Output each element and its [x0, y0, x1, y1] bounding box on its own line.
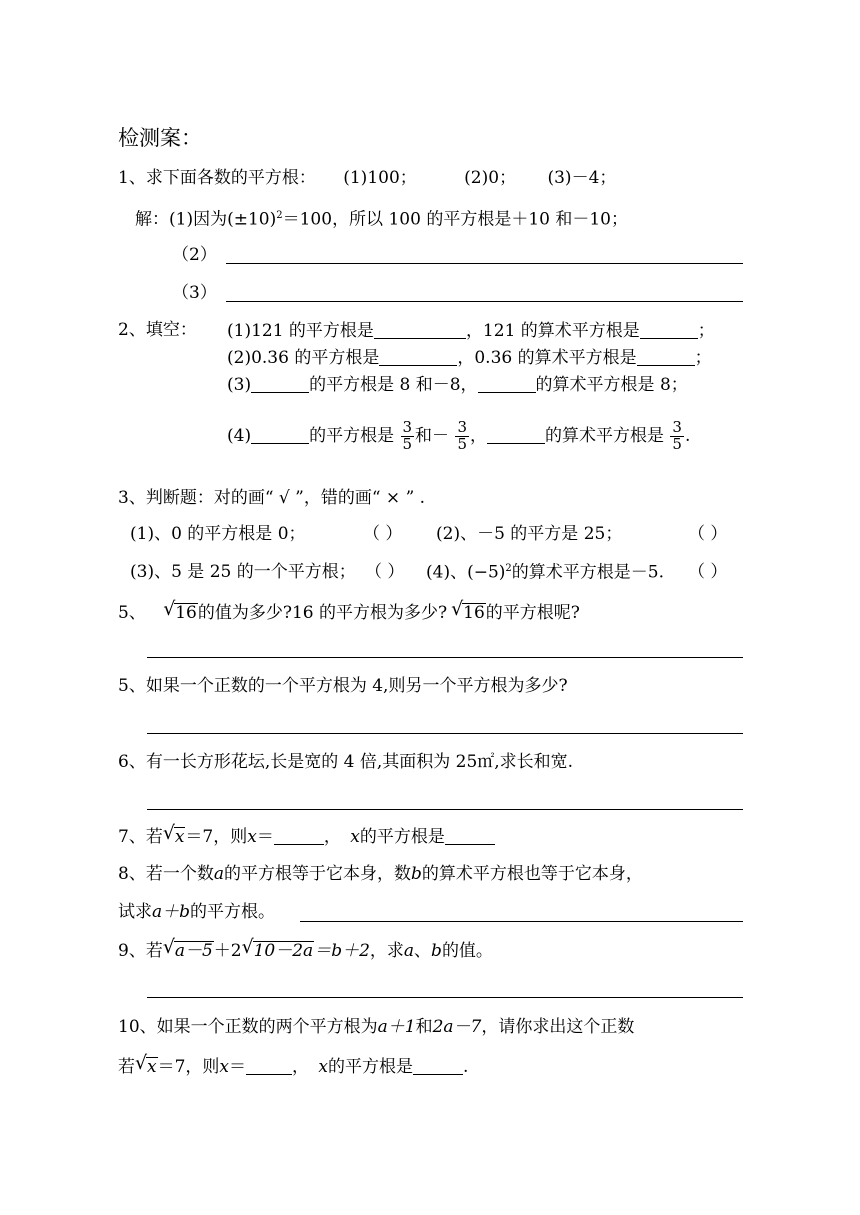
q7-blank-1[interactable]: [274, 835, 324, 845]
q9-mid: ，求: [369, 941, 404, 961]
q8-tail: 的算术平方根也等于它本身，: [421, 864, 643, 884]
q10-tail2: 的平方根是: [328, 1057, 414, 1077]
sqrt-radicand: x: [147, 1057, 157, 1077]
q1-item-1: (1)100；: [343, 168, 417, 188]
q2-l2-text-a: (2)0.36 的平方根是: [227, 348, 380, 368]
q10-tail: ，请你求出这个正数: [481, 1017, 635, 1037]
q7-x-2: x: [350, 827, 360, 847]
q5a-mid: 的值为多少?16 的平方根为多少?: [197, 603, 448, 623]
q2-line-2: [227, 349, 712, 367]
sqrt-radicand: a－5: [174, 941, 213, 961]
q7-x: x: [247, 827, 257, 847]
q3-r2b-exp: 2: [505, 563, 512, 574]
q9-b: b: [431, 941, 442, 961]
sqrt-16-b: [451, 603, 486, 623]
q8-expr: a＋b: [152, 902, 191, 922]
q6-answer-line[interactable]: [147, 809, 743, 810]
q1-answer-line-2[interactable]: [226, 263, 743, 264]
q9-sep: 、: [414, 941, 432, 961]
q2-l1-text-b: ，121 的算术平方根是: [465, 321, 640, 341]
q2-blank-7[interactable]: [251, 427, 309, 444]
q2-l2-text-b: ，0.36 的算术平方根是: [457, 348, 637, 368]
q5b-answer-line[interactable]: [147, 733, 743, 734]
q2-blank-4[interactable]: [637, 349, 695, 366]
q2-l3-text-a: (3): [227, 375, 252, 395]
q7-eq: ＝7: [185, 827, 214, 847]
frac-den: 5: [402, 435, 413, 453]
q2-blank-5[interactable]: [251, 376, 309, 393]
q8-answer-line[interactable]: [300, 921, 743, 922]
q5a-tail: 的平方根呢?: [485, 603, 580, 623]
q2-blank-3[interactable]: [379, 349, 457, 366]
q6-text: 6、有一长方形花坛,长是宽的 4 倍,其面积为 25㎡,求长和宽.: [118, 752, 574, 772]
q9-tail: 的值。: [441, 941, 493, 961]
page-title: 检测案：: [118, 126, 202, 150]
q1-solution-tail: ，所以 100 的平方根是＋10 和－10；: [332, 209, 628, 230]
q1-label-2: （2）: [172, 245, 217, 265]
q9-answer-line[interactable]: [147, 997, 743, 998]
q2-l2-text-c: ；: [694, 348, 712, 368]
q8-line-2: [118, 904, 275, 921]
q2-l1-text-a: (1)121 的平方根是: [227, 321, 374, 341]
q10-line-2: [118, 1057, 468, 1077]
q3-paren-4[interactable]: （ ）: [688, 562, 728, 582]
q1-solution-rhs: ＝100: [282, 209, 333, 230]
q3-r2b-post: 的算术平方根是－5.: [511, 562, 665, 583]
q7-line: [118, 827, 495, 847]
q8-line2-tail: 的平方根。: [190, 902, 276, 922]
q2-l3-text-b: 的平方根是 8 和－8，: [309, 375, 478, 395]
q10-and: 和: [415, 1017, 433, 1037]
q5a-answer-line[interactable]: [147, 657, 743, 658]
q9-pre: 9、若: [118, 941, 163, 961]
fraction-3-5-c: [670, 420, 684, 453]
q8-a: a: [213, 864, 224, 884]
q7-blank-2[interactable]: [445, 835, 495, 845]
q7-eq2: ＝: [256, 827, 274, 847]
frac-num: 3: [672, 418, 682, 437]
q10-e1: a＋1: [377, 1017, 416, 1037]
q2-line-4: [227, 413, 690, 459]
q7-mid2: ，: [323, 827, 341, 847]
fraction-3-5-a: [401, 420, 415, 453]
q3-row-1a: (1)、0 的平方根是 0；: [130, 524, 306, 544]
sqrt-x-2: [135, 1057, 158, 1077]
q2-blank-6[interactable]: [478, 376, 536, 393]
q5b-text: 5、如果一个正数的一个平方根为 4,则另一个平方根为多少?: [118, 676, 568, 696]
q9-eq: ＝b＋2: [314, 941, 370, 961]
q1-solution-prefix: 解：(1)因为: [135, 209, 228, 230]
q1-label-3: （3）: [172, 283, 217, 303]
q5a-num: 5、: [118, 603, 146, 623]
q8-b: b: [410, 864, 422, 884]
q2-l4-text-e: 的算术平方根是: [545, 426, 664, 446]
sqrt-radicand: x: [174, 827, 185, 847]
q10-x-2: x: [318, 1057, 329, 1077]
q10-blank-1[interactable]: [246, 1065, 292, 1075]
sqrt-a-5: [163, 941, 214, 961]
sqrt-radicand: 16: [175, 603, 197, 623]
q2-line-1: [227, 322, 715, 340]
q1-solution-base: (±10): [227, 209, 277, 230]
q2-l4-text-a: (4): [227, 426, 252, 446]
q1-stem: [118, 170, 616, 187]
frac-den: 5: [672, 435, 682, 453]
q10-line2-pre: 若: [118, 1057, 135, 1077]
q10-pre: 10、如果一个正数的两个平方根为: [118, 1017, 378, 1037]
q9-line: [118, 941, 493, 961]
q10-mid: ，则: [185, 1057, 220, 1077]
q10-end: .: [463, 1057, 469, 1077]
q3-paren-2[interactable]: （ ）: [688, 524, 728, 544]
q10-x: x: [219, 1057, 230, 1077]
q2-l4-text-f: .: [684, 426, 691, 446]
q7-pre: 7、若: [118, 827, 163, 847]
fraction-3-5-b: [455, 420, 469, 453]
q10-line-1: [118, 1019, 634, 1036]
frac-num: 3: [402, 418, 413, 437]
q2-l1-text-c: ；: [697, 321, 715, 341]
q1-item-3: (3)－4；: [547, 168, 617, 188]
q2-line-3: [227, 376, 688, 394]
q3-r2b-base: (−5): [467, 562, 506, 583]
q1-solution: [135, 211, 628, 229]
q2-l4-text-b: 的平方根是: [309, 426, 395, 446]
q10-blank-2[interactable]: [413, 1065, 463, 1075]
q8-line-1: [118, 866, 643, 883]
q2-blank-2[interactable]: [640, 322, 698, 339]
frac-num: 3: [457, 418, 467, 437]
q2-blank-1[interactable]: [374, 322, 466, 339]
q3-paren-1[interactable]: （ ）: [363, 524, 403, 544]
q3-row-2b: [426, 564, 664, 582]
q10-eq: ＝7: [157, 1057, 186, 1077]
q2-l4-text-d: ，: [470, 426, 487, 446]
q7-tail: 的平方根是: [359, 827, 445, 847]
q10-e2: 2a－7: [432, 1017, 482, 1037]
sqrt-radicand: 16: [463, 603, 485, 623]
q3-paren-3[interactable]: （ ）: [365, 562, 405, 582]
q1-solution-exp: 2: [276, 210, 283, 221]
q1-stem-text: 1、求下面各数的平方根：: [118, 168, 316, 188]
q9-a: a: [403, 941, 415, 961]
q2-stem: 2、填空：: [118, 320, 197, 340]
q2-l4-text-c: 和－: [415, 426, 450, 446]
q3-row-2a: (3)、5 是 25 的一个平方根；: [130, 562, 356, 582]
sqrt-x: [163, 827, 186, 847]
q7-mid: ，则: [213, 827, 248, 847]
q1-item-2: (2)0；: [464, 168, 517, 188]
q8-pre: 8、若一个数: [118, 864, 214, 884]
q5a-line: [118, 603, 580, 623]
q10-eq2: ＝: [229, 1057, 247, 1077]
sqrt-10-2a: [242, 941, 315, 961]
sqrt-radicand: 10－2a: [253, 941, 314, 961]
q8-mid: 的平方根等于它本身，数: [223, 864, 411, 884]
q3-stem: 3、判断题：对的画“ √ ”，错的画“ × ” .: [118, 488, 426, 508]
q2-blank-8[interactable]: [487, 427, 545, 444]
q2-l3-text-c: 的算术平方根是 8；: [535, 375, 688, 395]
q8-line2-pre: 试求: [118, 902, 152, 922]
q1-answer-line-3[interactable]: [226, 301, 743, 302]
q10-mid2: ，: [292, 1057, 310, 1077]
sqrt-16-a: [163, 603, 198, 623]
q3-r2b-pre: (4)、: [426, 562, 468, 583]
q9-plus: ＋2: [213, 941, 242, 961]
q3-row-1b: (2)、－5 的平方是 25；: [436, 524, 623, 544]
frac-den: 5: [457, 435, 467, 453]
